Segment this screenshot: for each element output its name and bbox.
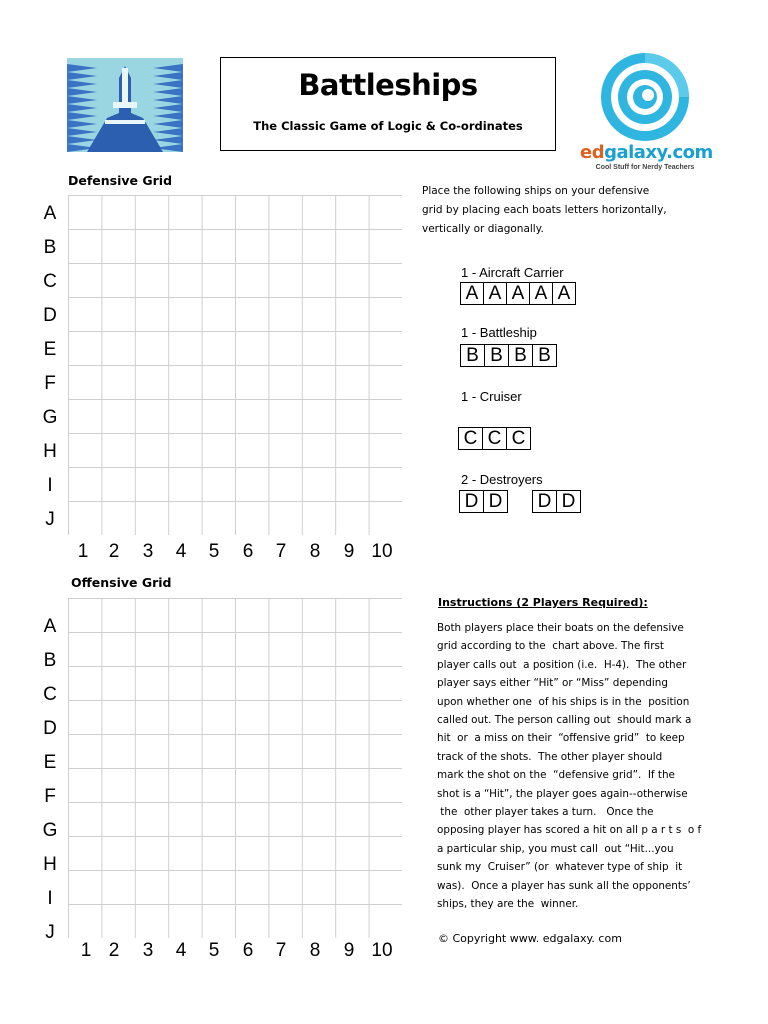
col-label-1: 1 bbox=[80, 940, 92, 961]
page-subtitle: The Classic Game of Logic & Co-ordinates bbox=[253, 119, 523, 133]
instructions-line: upon whether one of his ships is in the position bbox=[437, 695, 690, 708]
col-label-8: 8 bbox=[309, 541, 321, 562]
ship-letter-box: A bbox=[506, 282, 530, 305]
ship-letter-box: C bbox=[482, 427, 507, 450]
row-label-j: J bbox=[45, 509, 55, 530]
instructions-line: the other player takes a turn. Once the bbox=[437, 806, 654, 819]
col-label-10: 10 bbox=[371, 541, 393, 562]
row-label-h: H bbox=[43, 441, 57, 462]
ship-letter-box: C bbox=[458, 427, 483, 450]
ship-name-battleship: 1 - Battleship bbox=[461, 325, 537, 340]
col-label-2: 2 bbox=[108, 541, 120, 562]
ship-name-carrier: 1 - Aircraft Carrier bbox=[461, 265, 564, 280]
brand-tagline: Cool Stuff for Nerdy Teachers bbox=[595, 164, 695, 171]
row-label-f: F bbox=[44, 786, 56, 807]
row-label-e: E bbox=[43, 752, 57, 773]
ship-letter-box: D bbox=[556, 490, 581, 513]
col-label-4: 4 bbox=[175, 940, 187, 961]
destroyer-1-boxes bbox=[459, 490, 508, 513]
col-label-2: 2 bbox=[108, 940, 120, 961]
battleship-boxes bbox=[460, 344, 557, 367]
col-label-3: 3 bbox=[142, 541, 154, 562]
instructions-line: was). Once a player has sunk all the opponents’ bbox=[437, 879, 691, 892]
instructions-line: grid according to the chart above. The first bbox=[437, 640, 664, 653]
row-label-d: D bbox=[43, 718, 57, 739]
col-label-6: 6 bbox=[242, 940, 254, 961]
ship-letter-box: C bbox=[506, 427, 531, 450]
row-label-b: B bbox=[43, 650, 57, 671]
instructions-line: a particular ship, you must call out “Hit...you bbox=[437, 842, 674, 855]
col-label-6: 6 bbox=[242, 541, 254, 562]
row-label-i: I bbox=[47, 475, 53, 496]
ship-letter-box: D bbox=[532, 490, 557, 513]
col-label-5: 5 bbox=[208, 541, 220, 562]
ship-letter-box: B bbox=[508, 344, 533, 367]
page-title: Battleships bbox=[298, 68, 478, 102]
col-label-4: 4 bbox=[175, 541, 187, 562]
instructions-line: track of the shots. The other player should bbox=[437, 750, 663, 763]
row-label-d: D bbox=[43, 305, 57, 326]
destroyer-2-boxes bbox=[532, 490, 581, 513]
instructions-line: called out. The person calling out should mark a bbox=[437, 714, 692, 727]
row-label-a: A bbox=[43, 616, 57, 637]
brand-name: edgalaxy.com bbox=[580, 142, 713, 163]
edgalaxy-logo bbox=[580, 50, 713, 175]
instructions-line: mark the shot on the “defensive grid”. If the bbox=[437, 769, 675, 782]
ship-letter-box: A bbox=[552, 282, 576, 305]
col-label-5: 5 bbox=[208, 940, 220, 961]
row-label-e: E bbox=[43, 339, 57, 360]
instructions-line: ships, they are the winner. bbox=[437, 898, 579, 911]
row-label-c: C bbox=[43, 271, 57, 292]
instructions-line: opposing player has scored a hit on all p a r t s o f bbox=[437, 824, 702, 837]
cruiser-boxes bbox=[458, 427, 531, 450]
row-label-g: G bbox=[42, 820, 58, 841]
row-label-f: F bbox=[44, 373, 56, 394]
ship-letter-box: A bbox=[483, 282, 507, 305]
offensive-grid-title: Offensive Grid bbox=[71, 575, 172, 590]
col-label-8: 8 bbox=[309, 940, 321, 961]
defensive-grid[interactable] bbox=[68, 195, 402, 535]
carrier-boxes bbox=[460, 282, 576, 305]
col-label-7: 7 bbox=[275, 940, 287, 961]
row-label-g: G bbox=[42, 407, 58, 428]
instructions-line: Both players place their boats on the defensive bbox=[437, 622, 684, 634]
instructions-line: hit or a miss on their “offensive grid” to keep bbox=[437, 732, 685, 745]
col-label-9: 9 bbox=[343, 940, 355, 961]
ship-letter-box: B bbox=[484, 344, 509, 367]
ship-letter-box: B bbox=[532, 344, 557, 367]
col-label-3: 3 bbox=[142, 940, 154, 961]
ship-letter-box: D bbox=[483, 490, 508, 513]
ship-letter-box: A bbox=[460, 282, 484, 305]
col-label-7: 7 bbox=[275, 541, 287, 562]
instructions-body bbox=[437, 619, 715, 914]
instructions-line: player says either “Hit” or “Miss” depending bbox=[437, 677, 668, 690]
ship-letter-box: A bbox=[529, 282, 553, 305]
copyright-text: © Copyright www. edgalaxy. com bbox=[438, 932, 622, 945]
col-label-9: 9 bbox=[343, 541, 355, 562]
row-label-h: H bbox=[43, 854, 57, 875]
spiral-icon bbox=[580, 50, 710, 145]
col-label-1: 1 bbox=[77, 541, 89, 562]
row-label-c: C bbox=[43, 684, 57, 705]
ship-letter-box: D bbox=[459, 490, 484, 513]
instructions-title: Instructions (2 Players Required): bbox=[438, 596, 648, 609]
offensive-grid[interactable] bbox=[68, 598, 402, 938]
title-box bbox=[220, 57, 556, 151]
ship-letter-box: B bbox=[460, 344, 485, 367]
instructions-line: player calls out a position (i.e. H-4). The other bbox=[437, 658, 687, 671]
ship-logo-image bbox=[67, 58, 183, 152]
row-label-b: B bbox=[43, 237, 57, 258]
ship-name-destroyers: 2 - Destroyers bbox=[461, 472, 543, 487]
defensive-grid-title: Defensive Grid bbox=[68, 173, 173, 188]
instructions-line: shot is a “Hit”, the player goes again--otherwise bbox=[437, 787, 688, 800]
col-label-10: 10 bbox=[371, 940, 393, 961]
ship-name-cruiser: 1 - Cruiser bbox=[461, 389, 522, 404]
row-label-j: J bbox=[45, 922, 55, 943]
instructions-line: sunk my Cruiser” (or whatever type of ship it bbox=[437, 861, 683, 874]
placement-instructions: Place the following ships on your defensive grid by placing each boats letters horizontally, vertically or diagonally. bbox=[422, 185, 667, 235]
row-label-i: I bbox=[47, 888, 53, 909]
row-label-a: A bbox=[43, 203, 57, 224]
